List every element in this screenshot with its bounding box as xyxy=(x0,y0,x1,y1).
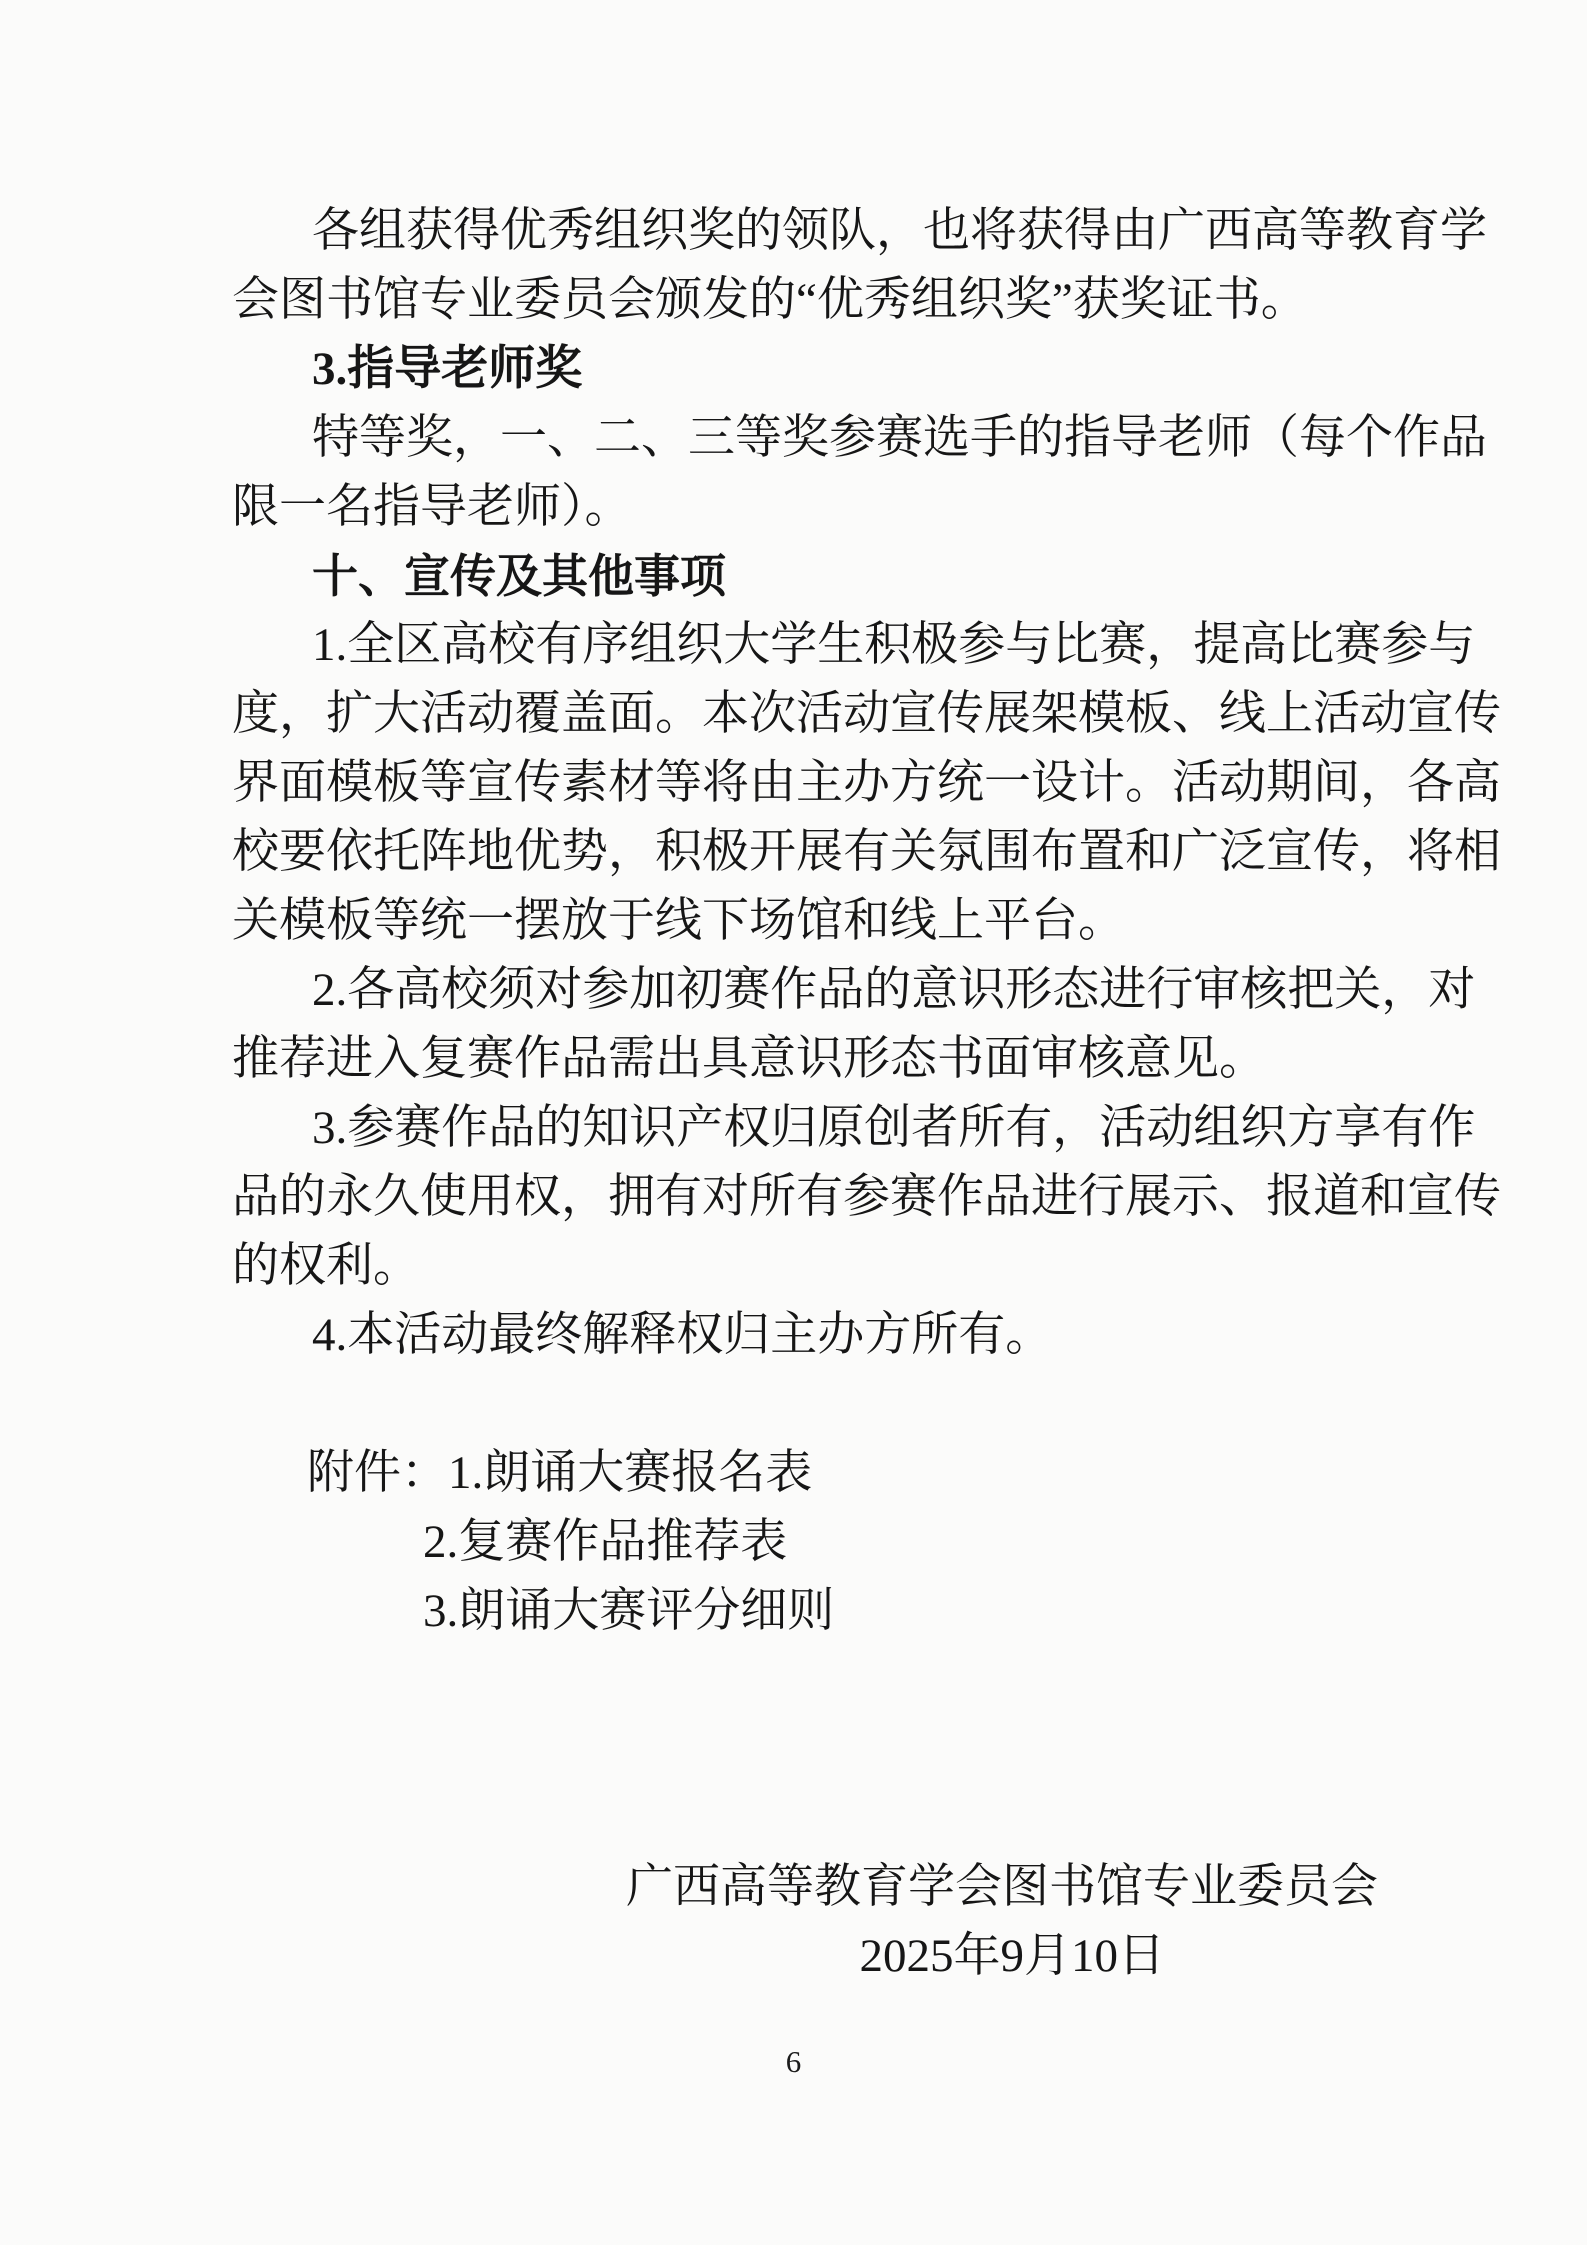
body-paragraph xyxy=(232,197,1502,335)
page-number: 6 xyxy=(785,2044,802,2079)
text-line: 特等奖，一、二、三等奖参赛选手的指导老师（每个作品 xyxy=(312,412,1487,464)
body-paragraph xyxy=(232,611,1502,956)
text-line: 3.参赛作品的知识产权归原创者所有，活动组织方享有作 xyxy=(312,1102,1476,1154)
text-line: 2.复赛作品推荐表 xyxy=(423,1516,788,1568)
blank-lines xyxy=(232,1370,1502,1439)
text-line: 界面模板等宣传素材等将由主办方统一设计。活动期间，各高 xyxy=(232,757,1501,809)
body-paragraph xyxy=(232,1301,1502,1370)
text-line: 限一名指导老师）。 xyxy=(232,481,632,533)
signature: 广西高等教育学会图书馆专业委员会 xyxy=(626,1861,1378,1913)
attachment-list xyxy=(232,1439,1502,1646)
text-line: 品的永久使用权，拥有对所有参赛作品进行展示、报道和宣传 xyxy=(232,1171,1501,1223)
document-body xyxy=(232,197,1502,1991)
text-line: 的权利。 xyxy=(232,1240,420,1292)
text-line: 推荐进入复赛作品需出具意识形态书面审核意见。 xyxy=(232,1033,1266,1085)
text-line: 校要依托阵地优势，积极开展有关氛围布置和广泛宣传，将相 xyxy=(232,826,1501,878)
text-line: 十、宣传及其他事项 xyxy=(312,550,726,602)
section-heading xyxy=(232,542,1502,611)
text-line: 3.朗诵大赛评分细则 xyxy=(423,1585,835,1637)
text-line: 关模板等统一摆放于线下场馆和线上平台。 xyxy=(232,895,1125,947)
text-line: 各组获得优秀组织奖的领队，也将获得由广西高等教育学 xyxy=(312,205,1487,257)
sub-heading xyxy=(232,335,1502,404)
text-line: 1.全区高校有序组织大学生积极参与比赛，提高比赛参与 xyxy=(312,619,1476,671)
paragraph-flow xyxy=(232,197,1502,1853)
signature-date: 2025年9月10日 xyxy=(859,1930,1165,1982)
body-paragraph xyxy=(232,1094,1502,1301)
blank-lines xyxy=(232,1646,1502,1853)
text-line: 3.指导老师奖 xyxy=(312,343,583,395)
text-line: 4.本活动最终解释权归主办方所有。 xyxy=(312,1309,1053,1361)
body-paragraph xyxy=(232,956,1502,1094)
text-line: 2.各高校须对参加初赛作品的意识形态进行审核把关，对 xyxy=(312,964,1476,1016)
text-line: 度，扩大活动覆盖面。本次活动宣传展架模板、线上活动宣传 xyxy=(232,688,1501,740)
text-line: 附件：1.朗诵大赛报名表 xyxy=(307,1447,813,1499)
body-paragraph xyxy=(232,404,1502,542)
text-line: 会图书馆专业委员会颁发的“优秀组织奖”获奖证书。 xyxy=(232,274,1308,326)
